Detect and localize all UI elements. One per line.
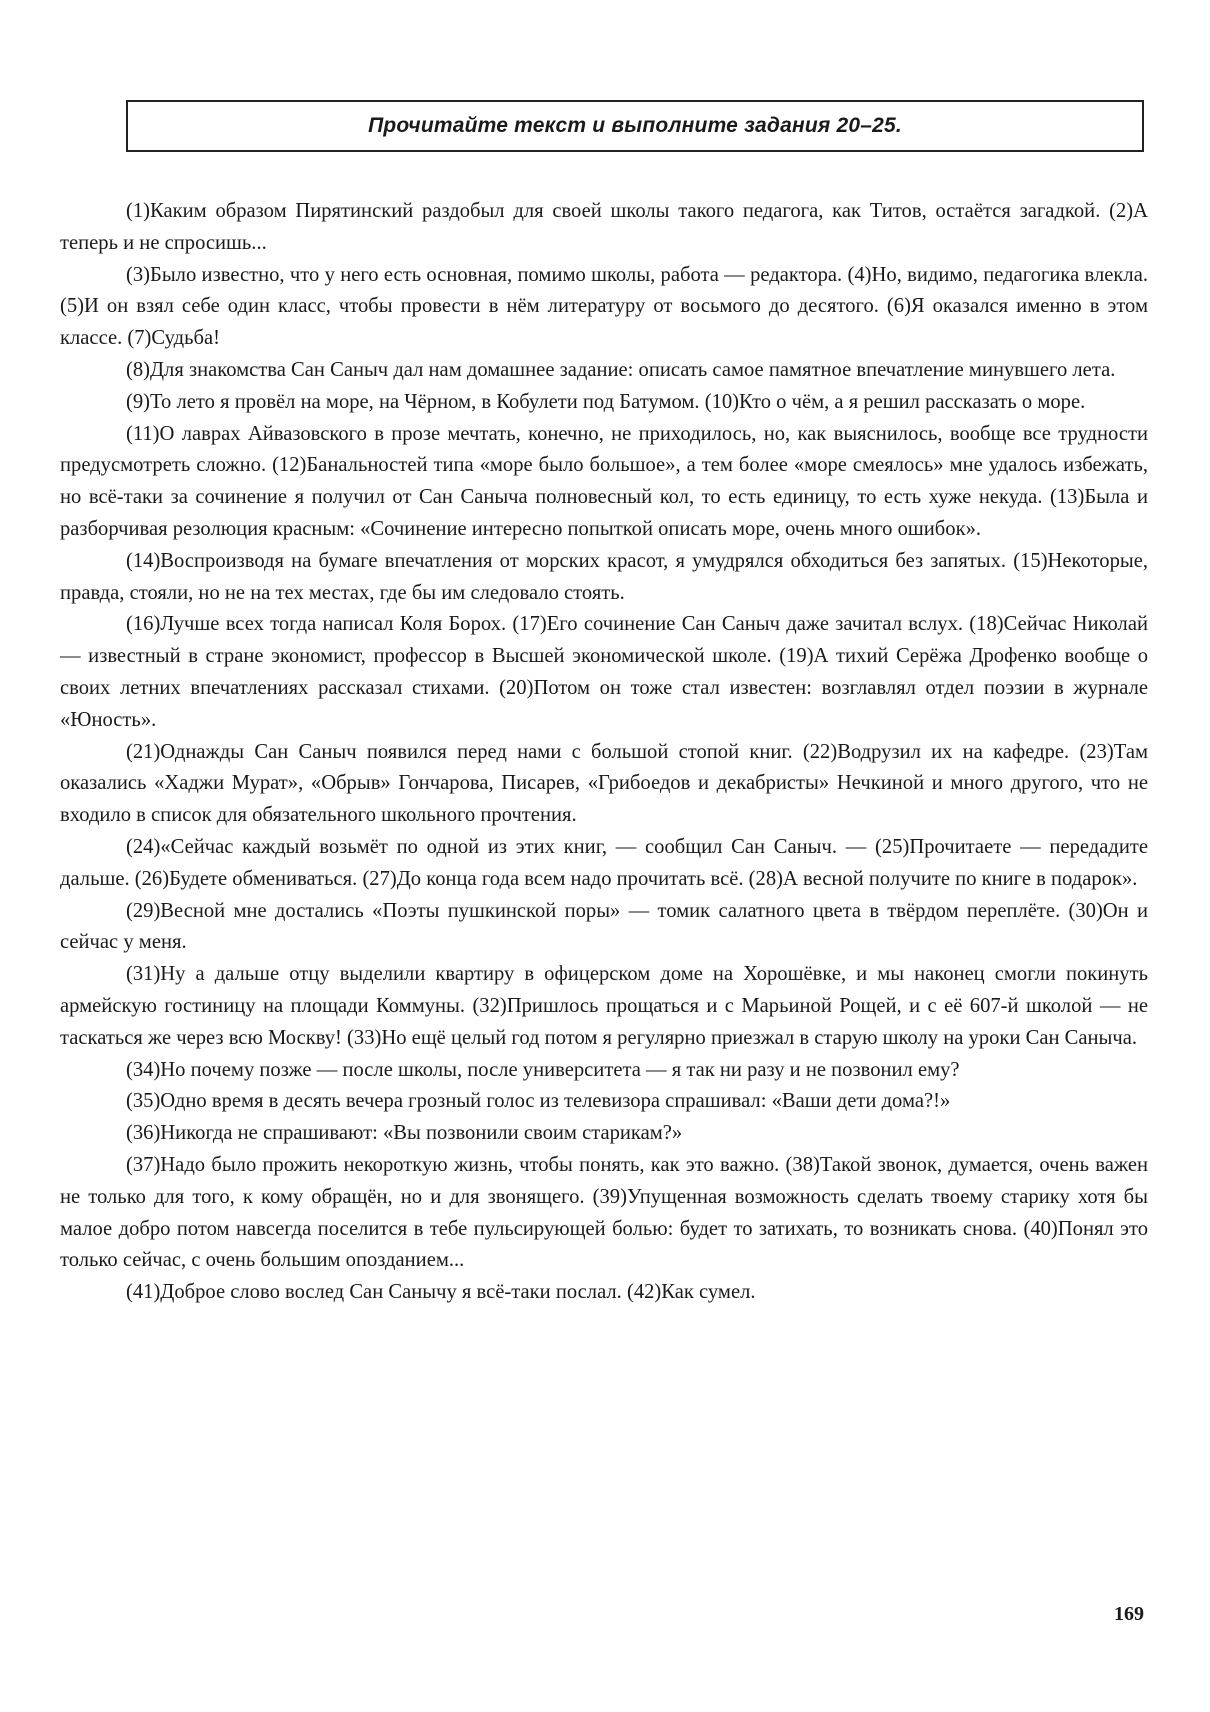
page-number: 169 bbox=[1114, 1603, 1144, 1625]
paragraph: (35)Одно время в десять вечера грозный голос из телевизора спрашивал: «Ваши дети дома?!» bbox=[126, 1090, 951, 1113]
text-body bbox=[60, 196, 1148, 1309]
paragraph: (31)Ну а дальше отцу выделили квартиру в офицерском доме на Хорошёвке, и мы наконец смогли покинуть армейскую гостиницу на площади Коммуны. (32)Пришлось прощаться и с Марьиной Рощей, и с её 607-й школой — не таскаться же через всю Москву! (33)Но ещё целый год потом я регулярно приезжал в старую школу на уроки Сан Саныча. bbox=[60, 963, 1148, 1049]
paragraph: (14)Воспроизводя на бумаге впечатления от морских красот, я умудрялся обходиться без запятых. (15)Некоторые, правда, стояли, но не на тех местах, где бы им следовало стоять. bbox=[60, 549, 1148, 604]
paragraph: (24)«Сейчас каждый возьмёт по одной из этих книг, — сообщил Сан Саныч. — (25)Прочитаете — передадите дальше. (26)Будете обмениваться. (27)До конца года всем надо прочитать всё. (28)А весной получите по книге в подарок». bbox=[60, 835, 1148, 890]
instruction-box bbox=[126, 100, 1144, 152]
paragraph: (3)Было известно, что у него есть основная, помимо школы, работа — редактора. (4)Но, видимо, педагогика влекла. (5)И он взял себе один класс, чтобы провести в нём литературу от восьмого до десятого. (6)Я оказался именно в этом классе. (7)Судьба! bbox=[60, 263, 1148, 350]
paragraph: (37)Надо было прожить некороткую жизнь, чтобы понять, как это важно. (38)Такой звонок, думается, очень важен не только для того, к кому обращён, но и для звонящего. (39)Упущенная возможность сделать твоему старику хотя бы малое добро потом навсегда поселится в тебе пульсирующей болью: будет то затихать, то возникать снова. (40)Понял это только сейчас, с очень большим опозданием... bbox=[60, 1153, 1148, 1272]
paragraph: (8)Для знакомства Сан Саныч дал нам домашнее задание: описать самое памятное впечатление минувшего лета. bbox=[126, 358, 1116, 381]
paragraph: (36)Никогда не спрашивают: «Вы позвонили своим старикам?» bbox=[126, 1122, 683, 1145]
paragraph: (9)То лето я провёл на море, на Чёрном, в Кобулети под Батумом. (10)Кто о чём, а я решил рассказать о море. bbox=[126, 390, 1086, 413]
paragraph: (1)Каким образом Пирятинский раздобыл для своей школы такого педагога, как Титов, остаётся загадкой. (2)А теперь и не спросишь... bbox=[60, 200, 1148, 254]
instruction-text: Прочитайте текст и выполните задания 20–25. bbox=[368, 114, 902, 137]
paragraph: (29)Весной мне достались «Поэты пушкинской поры» — томик салатного цвета в твёрдом переплёте. (30)Он и сейчас у меня. bbox=[60, 899, 1148, 954]
paragraph: (16)Лучше всех тогда написал Коля Борох. (17)Его сочинение Сан Саныч даже зачитал вслух. (18)Сейчас Николай — известный в стране экономист, профессор в Высшей экономической школе. (19)А тихий Серёжа Дрофенко вообще о своих летних впечатлениях рассказал стихами. (20)Потом он тоже стал известен: возглавлял отдел поэзии в журнале «Юность». bbox=[60, 613, 1148, 731]
paragraph: (34)Но почему позже — после школы, после университета — я так ни разу и не позвонил ему? bbox=[126, 1058, 960, 1081]
paragraph: (11)О лаврах Айвазовского в прозе мечтать, конечно, не приходилось, но, как выяснилось, вообще все трудности предусмотреть сложно. (12)Банальностей типа «море было большое», а тем более «море смеялось» мне удалось избежать, но всё-таки за сочинение я получил от Сан Саныча полновесный кол, то есть единицу, то есть хуже некуда. (13)Была и разборчивая резолюция красным: «Сочинение интересно попыткой описать море, очень много ошибок». bbox=[60, 422, 1148, 540]
paragraph: (41)Доброе слово вослед Сан Санычу я всё-таки послал. (42)Как сумел. bbox=[126, 1281, 756, 1304]
paragraph: (21)Однажды Сан Саныч появился перед нами с большой стопой книг. (22)Водрузил их на кафедре. (23)Там оказались «Хаджи Мурат», «Обрыв» Гончарова, Писарев, «Грибоедов и декабристы» Нечкиной и много другого, что не входило в список для обязательного школьного прочтения. bbox=[60, 740, 1148, 827]
